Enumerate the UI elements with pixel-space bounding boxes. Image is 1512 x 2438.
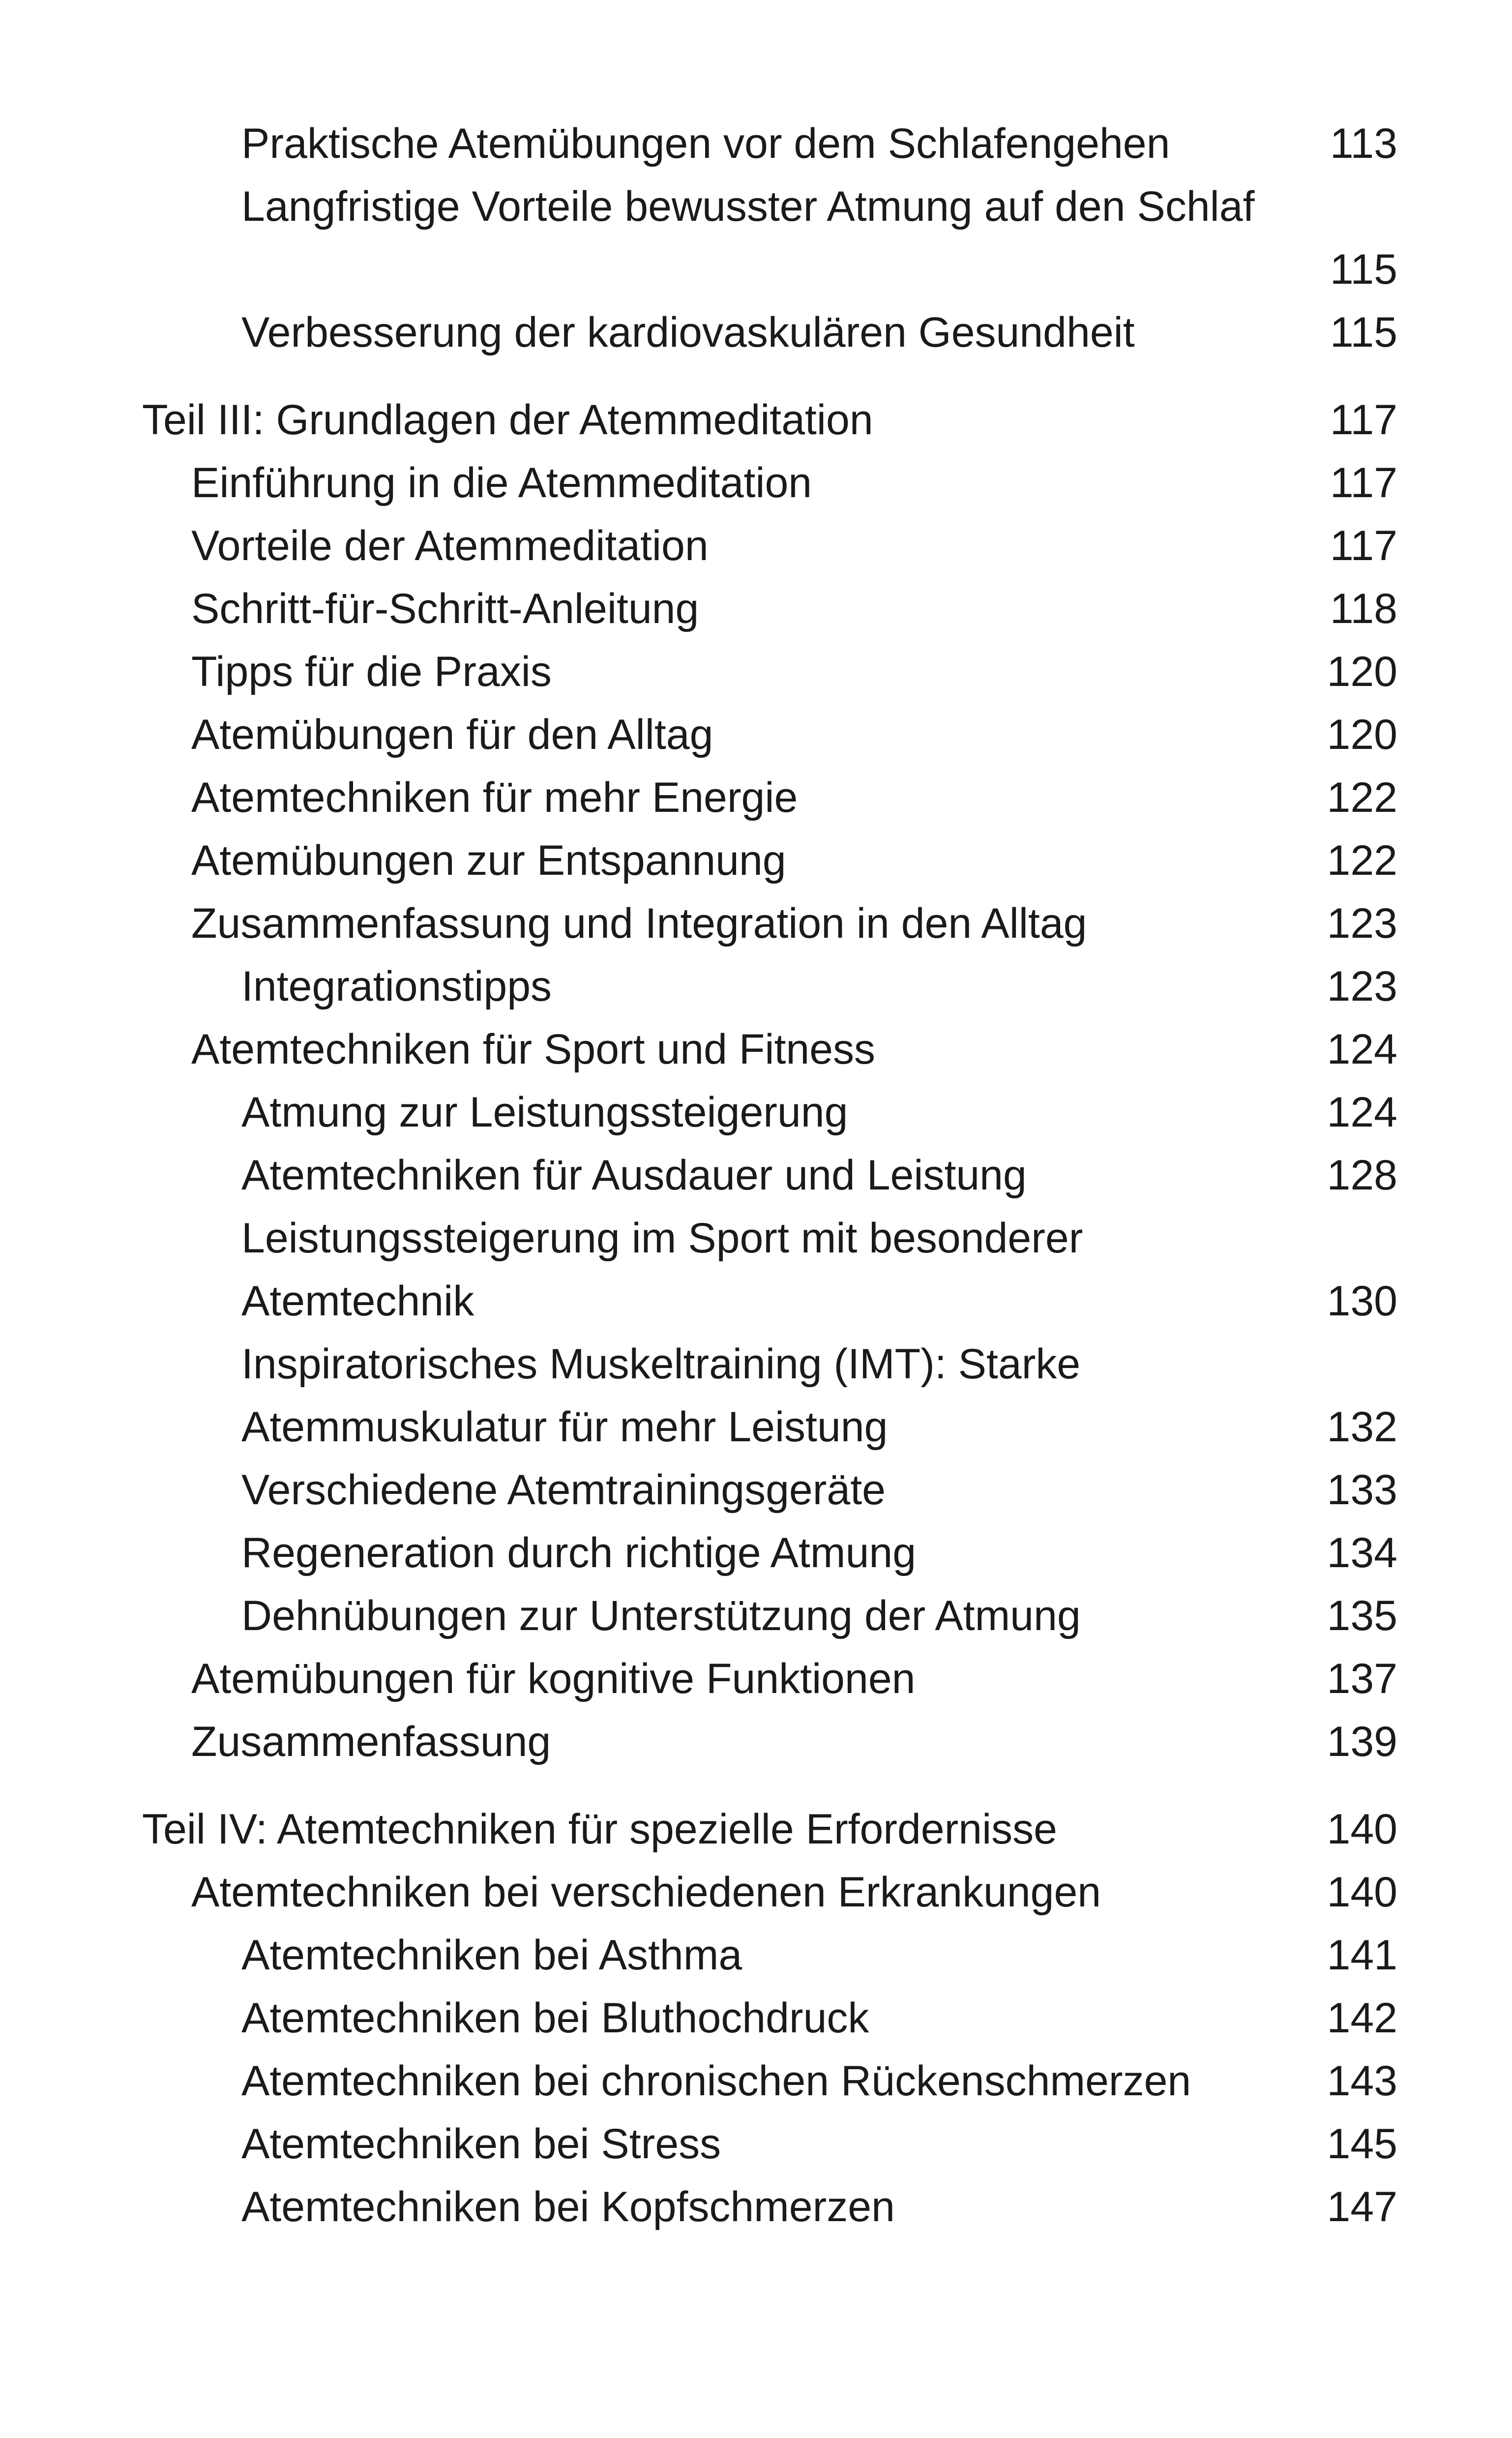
toc-entry-title: Leistungssteigerung im Sport mit besonderer — [241, 1215, 1083, 1262]
toc-page-number: 145 — [1327, 2120, 1397, 2168]
toc-entry-title: Verbesserung der kardiovaskulären Gesundheit — [241, 309, 1135, 356]
toc-page-number: 123 — [1327, 963, 1397, 1010]
toc-entry-title: Atmung zur Leistungssteigerung — [241, 1089, 848, 1136]
toc-entry-title: Praktische Atemübungen vor dem Schlafengehen — [241, 120, 1170, 167]
toc-entry — [0, 2112, 1512, 2175]
toc-entry-title: Atemübungen zur Entspannung — [191, 837, 786, 884]
toc-entry-continuation — [0, 1270, 1512, 1333]
toc-page-number: 115 — [1330, 309, 1397, 356]
toc-page-number: 141 — [1327, 1932, 1397, 1979]
toc-page-number: 147 — [1327, 2183, 1397, 2230]
toc-page-number: 133 — [1327, 1466, 1397, 1514]
toc-entry — [0, 1924, 1512, 1987]
toc-entry — [0, 1521, 1512, 1584]
toc-entry-title: Atemtechniken für Ausdauer und Leistung — [241, 1152, 1027, 1199]
toc-page-number: 117 — [1330, 459, 1397, 506]
toc-entry — [0, 301, 1512, 364]
toc-entry-title: Atemtechniken für mehr Energie — [191, 774, 798, 821]
toc-entry — [0, 1584, 1512, 1647]
toc-entry-title: Atemtechniken bei verschiedenen Erkrankungen — [191, 1869, 1101, 1916]
toc-page-number: 143 — [1327, 2057, 1397, 2105]
toc-entry-continuation — [0, 238, 1512, 301]
toc-entry — [0, 1861, 1512, 1924]
toc-entry-title: Einführung in die Atemmeditation — [191, 459, 812, 506]
toc-entry — [0, 514, 1512, 577]
toc-page-number: 124 — [1327, 1026, 1397, 1073]
toc-page-number: 140 — [1327, 1806, 1397, 1853]
toc-entry-title: Integrationstipps — [241, 963, 552, 1010]
toc-page-number: 120 — [1327, 711, 1397, 758]
toc-entry — [0, 829, 1512, 892]
toc-page-number: 123 — [1327, 900, 1397, 947]
toc-entry — [0, 1018, 1512, 1081]
toc-entry — [0, 640, 1512, 703]
toc-entry — [0, 451, 1512, 514]
toc-page-number: 122 — [1327, 774, 1397, 821]
toc-entry-title: Atemtechniken bei chronischen Rückenschmerzen — [241, 2057, 1191, 2105]
toc-page-number: 142 — [1327, 1994, 1397, 2042]
toc-entry-title: Schritt-für-Schritt-Anleitung — [191, 585, 699, 632]
toc-page-number: 130 — [1327, 1278, 1397, 1325]
toc-entry-title: Teil III: Grundlagen der Atemmeditation — [142, 396, 873, 444]
toc-page-number: 120 — [1327, 648, 1397, 695]
toc-entry-title: Zusammenfassung — [191, 1718, 551, 1765]
toc-entry-title: Tipps für die Praxis — [191, 648, 552, 695]
toc-page-number: 134 — [1327, 1529, 1397, 1576]
toc-part-heading — [0, 388, 1512, 451]
toc-page-number: 124 — [1327, 1089, 1397, 1136]
toc-entry-title: Inspiratorisches Muskeltraining (IMT): Starke — [241, 1340, 1081, 1388]
toc-page-number: 140 — [1327, 1869, 1397, 1916]
toc-page-number: 118 — [1330, 585, 1397, 632]
toc-entry — [0, 892, 1512, 955]
toc-page-number: 132 — [1327, 1403, 1397, 1451]
toc-part-heading — [0, 1798, 1512, 1861]
toc-entry-title: Verschiedene Atemtrainingsgeräte — [241, 1466, 886, 1514]
toc-page-number: 135 — [1327, 1592, 1397, 1639]
toc-entry — [0, 1987, 1512, 2050]
toc-page-number: 117 — [1330, 522, 1397, 569]
toc-entry — [0, 175, 1512, 238]
toc-entry-title: Dehnübungen zur Unterstützung der Atmung — [241, 1592, 1081, 1639]
toc-page-number: 128 — [1327, 1152, 1397, 1199]
toc-entry — [0, 703, 1512, 766]
toc-entry — [0, 766, 1512, 829]
toc-page-number: 137 — [1327, 1655, 1397, 1702]
toc-entry — [0, 1081, 1512, 1144]
toc-entry-title: Atemtechniken bei Stress — [241, 2120, 721, 2168]
toc-entry — [0, 1458, 1512, 1521]
toc-entry-title: Atemmuskulatur für mehr Leistung — [241, 1403, 888, 1451]
toc-entry-title: Regeneration durch richtige Atmung — [241, 1529, 917, 1576]
toc-entry-title: Atemtechniken bei Asthma — [241, 1932, 742, 1979]
toc-entry-title: Zusammenfassung und Integration in den Alltag — [191, 900, 1087, 947]
toc-entry — [0, 112, 1512, 175]
toc-page-number: 122 — [1327, 837, 1397, 884]
toc-page-number: 117 — [1330, 396, 1397, 444]
toc-entry-title: Vorteile der Atemmeditation — [191, 522, 709, 569]
toc-entry — [0, 2050, 1512, 2112]
toc-entry-title: Atemübungen für den Alltag — [191, 711, 713, 758]
toc-page-number: 113 — [1330, 120, 1397, 167]
toc-entry — [0, 1333, 1512, 1396]
toc-entry-title: Atemtechniken bei Kopfschmerzen — [241, 2183, 895, 2230]
toc-entry — [0, 1207, 1512, 1270]
toc-page-number: 115 — [1330, 246, 1397, 293]
toc-entry-title: Atemtechnik — [241, 1278, 474, 1325]
toc-entry-title: Atemtechniken bei Bluthochdruck — [241, 1994, 869, 2042]
toc-entry — [0, 1144, 1512, 1207]
toc-entry-title: Atemübungen für kognitive Funktionen — [191, 1655, 916, 1702]
toc-entry-title: Atemtechniken für Sport und Fitness — [191, 1026, 876, 1073]
toc-entry-continuation — [0, 1396, 1512, 1458]
toc-entry — [0, 2175, 1512, 2238]
toc-entry-title: Teil IV: Atemtechniken für spezielle Erfordernisse — [142, 1806, 1058, 1853]
table-of-contents — [0, 112, 1512, 2238]
toc-entry-title: Langfristige Vorteile bewusster Atmung auf den Schlaf — [241, 183, 1255, 230]
toc-entry — [0, 577, 1512, 640]
toc-entry — [0, 1647, 1512, 1710]
toc-entry — [0, 1710, 1512, 1773]
toc-entry — [0, 955, 1512, 1018]
toc-page-number: 139 — [1327, 1718, 1397, 1765]
